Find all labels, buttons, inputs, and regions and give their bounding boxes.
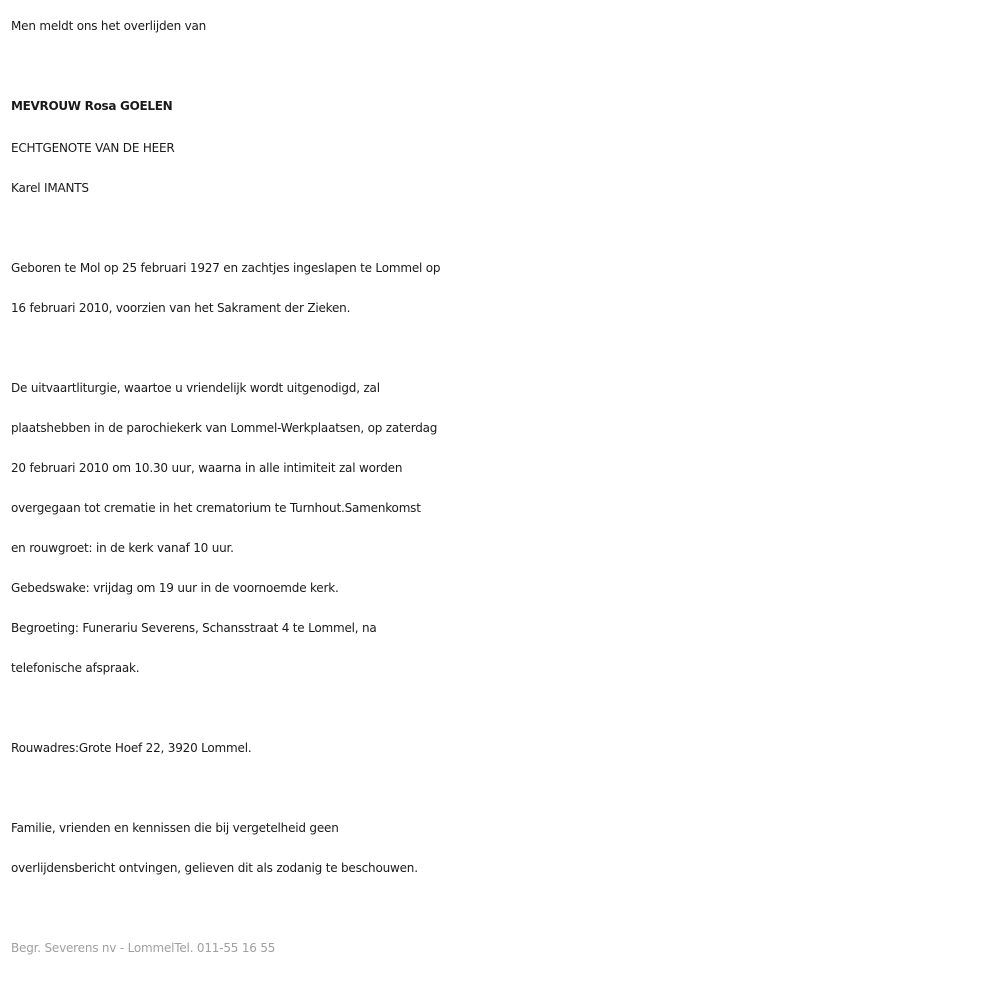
spacer <box>11 208 996 248</box>
mourning-address: Rouwadres:Grote Hoef 22, 3920 Lommel. <box>11 741 252 755</box>
funeral-paragraph <box>11 368 996 688</box>
relation-text: ECHTGENOTE VAN DE HEER <box>11 141 175 155</box>
notice-paragraph <box>11 808 996 888</box>
paragraph-line: overgegaan tot crematie in het crematorium te Turnhout.Samenkomst <box>11 501 421 515</box>
deceased-name: MEVROUW Rosa GOELEN <box>11 99 173 113</box>
funeral-home-footer: Begr. Severens nv - LommelTel. 011-55 16 55 <box>11 941 276 955</box>
paragraph-line: telefonische afspraak. <box>11 661 140 675</box>
spouse-name: Karel IMANTS <box>11 181 89 195</box>
paragraph-line: Begroeting: Funerariu Severens, Schansstraat 4 te Lommel, na <box>11 621 377 635</box>
paragraph-line: 16 februari 2010, voorzien van het Sakrament der Zieken. <box>11 301 351 315</box>
obituary-notice <box>11 0 996 968</box>
paragraph-line: overlijdensbericht ontvingen, gelieven dit als zodanig te beschouwen. <box>11 861 418 875</box>
intro-text: Men meldt ons het overlijden van <box>11 19 207 33</box>
spacer <box>11 688 996 728</box>
paragraph-line: De uitvaartliturgie, waartoe u vriendelijk wordt uitgenodigd, zal <box>11 381 380 395</box>
paragraph-line: Familie, vrienden en kennissen die bij vergetelheid geen <box>11 821 339 835</box>
spacer <box>11 328 996 368</box>
paragraph-line: en rouwgroet: in de kerk vanaf 10 uur. <box>11 541 234 555</box>
spacer <box>11 768 996 808</box>
paragraph-line: Geboren te Mol op 25 februari 1927 en zachtjes ingeslapen te Lommel op <box>11 261 441 275</box>
paragraph-line: plaatshebben in de parochiekerk van Lommel-Werkplaatsen, op zaterdag <box>11 421 438 435</box>
paragraph-line: Gebedswake: vrijdag om 19 uur in de voornoemde kerk. <box>11 581 339 595</box>
birth-death-paragraph <box>11 248 996 328</box>
paragraph-line: 20 februari 2010 om 10.30 uur, waarna in alle intimiteit zal worden <box>11 461 403 475</box>
spacer <box>11 888 996 928</box>
